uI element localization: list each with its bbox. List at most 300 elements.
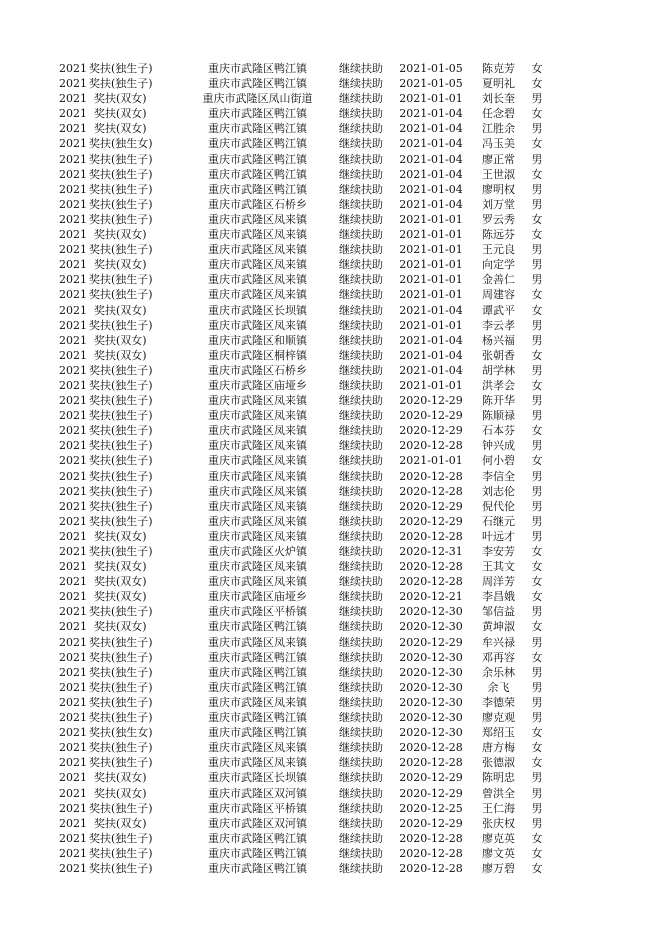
- cell-address: 重庆市武隆区凤来镇: [208, 635, 307, 649]
- cell-year: 2021: [59, 333, 87, 347]
- cell-assistance-type: 继续扶助: [339, 92, 383, 106]
- row-margin: [0, 469, 58, 484]
- cell-date: 2020-12-28: [399, 846, 463, 860]
- cell-year: 2021: [59, 348, 87, 362]
- cell-gender: 男: [531, 499, 543, 513]
- cell-address: 重庆市武隆区鸭江镇: [208, 182, 307, 196]
- cell-gender: 女: [531, 560, 543, 574]
- cell-category: 奖扶(双女): [94, 258, 147, 272]
- cell-assistance-type: 继续扶助: [339, 529, 383, 543]
- row-margin: [0, 619, 58, 634]
- cell-gender: 男: [531, 182, 543, 196]
- cell-gender: 男: [531, 92, 543, 106]
- cell-address: 重庆市武隆区鸭江镇: [208, 650, 307, 664]
- cell-name: 黄坤淑: [482, 620, 515, 634]
- cell-category: 奖扶(独生子): [89, 846, 153, 860]
- cell-address: 重庆市武隆区凤来镇: [208, 439, 307, 453]
- row-margin: [0, 257, 58, 272]
- row-margin: [0, 665, 58, 680]
- cell-name: 陈远芬: [482, 228, 515, 242]
- cell-gender: 男: [531, 711, 543, 725]
- cell-date: 2020-12-29: [399, 771, 463, 785]
- cell-name: 廖克英: [482, 831, 515, 845]
- cell-address: 重庆市武隆区鸭江镇: [208, 846, 307, 860]
- cell-name: 牟兴禄: [482, 635, 515, 649]
- row-margin: [0, 378, 58, 393]
- cell-gender: 男: [531, 801, 543, 815]
- cell-date: 2020-12-30: [399, 665, 463, 679]
- cell-category: 奖扶(双女): [94, 575, 147, 589]
- table-row: [0, 348, 547, 363]
- table-row: [0, 861, 547, 876]
- cell-assistance-type: 继续扶助: [339, 695, 383, 709]
- cell-address: 重庆市武隆区凤来镇: [208, 258, 307, 272]
- cell-year: 2021: [59, 605, 87, 619]
- table-row: [0, 801, 547, 816]
- cell-year: 2021: [59, 695, 87, 709]
- row-margin: [0, 212, 58, 227]
- cell-year: 2021: [59, 77, 87, 91]
- cell-year: 2021: [59, 741, 87, 755]
- cell-year: 2021: [59, 786, 87, 800]
- cell-gender: 男: [531, 786, 543, 800]
- cell-name: 陈克芳: [482, 62, 515, 75]
- cell-address: 重庆市武隆区凤来镇: [208, 756, 307, 770]
- row-margin: [0, 770, 58, 785]
- cell-address: 重庆市武隆区凤来镇: [208, 529, 307, 543]
- cell-date: 2021-01-01: [399, 228, 463, 242]
- record-table: [0, 61, 547, 876]
- cell-gender: 女: [531, 107, 543, 121]
- cell-category: 奖扶(独生子): [89, 650, 153, 664]
- cell-category: 奖扶(独生子): [89, 182, 153, 196]
- cell-date: 2020-12-28: [399, 560, 463, 574]
- cell-year: 2021: [59, 454, 87, 468]
- cell-assistance-type: 继续扶助: [339, 303, 383, 317]
- cell-date: 2021-01-01: [399, 92, 463, 106]
- cell-gender: 女: [531, 62, 543, 75]
- cell-year: 2021: [59, 771, 87, 785]
- table-row: [0, 318, 547, 333]
- cell-name: 钟兴成: [482, 439, 515, 453]
- table-row: [0, 831, 547, 846]
- cell-name: 余乐林: [482, 665, 515, 679]
- cell-date: 2021-01-04: [399, 107, 463, 121]
- cell-gender: 男: [531, 605, 543, 619]
- cell-date: 2020-12-28: [399, 756, 463, 770]
- cell-gender: 男: [531, 514, 543, 528]
- table-row: [0, 121, 547, 136]
- cell-assistance-type: 继续扶助: [339, 635, 383, 649]
- cell-category: 奖扶(独生子): [89, 831, 153, 845]
- cell-category: 奖扶(独生子): [89, 152, 153, 166]
- cell-year: 2021: [59, 378, 87, 392]
- cell-address: 重庆市武隆区凤来镇: [208, 228, 307, 242]
- cell-name: 叶远才: [482, 529, 515, 543]
- cell-year: 2021: [59, 484, 87, 498]
- cell-name: 廖正常: [482, 152, 515, 166]
- cell-name: 冯玉美: [482, 137, 515, 151]
- table-row: [0, 469, 547, 484]
- cell-year: 2021: [59, 801, 87, 815]
- cell-category: 奖扶(独生子): [89, 318, 153, 332]
- cell-address: 重庆市武隆区鸭江镇: [208, 680, 307, 694]
- cell-name: 谭武平: [482, 303, 515, 317]
- cell-category: 奖扶(双女): [94, 816, 147, 830]
- cell-year: 2021: [59, 424, 87, 438]
- cell-address: 重庆市武隆区凤来镇: [208, 212, 307, 226]
- cell-date: 2020-12-30: [399, 711, 463, 725]
- cell-assistance-type: 继续扶助: [339, 741, 383, 755]
- cell-date: 2021-01-01: [399, 258, 463, 272]
- cell-assistance-type: 继续扶助: [339, 650, 383, 664]
- row-margin: [0, 438, 58, 453]
- cell-category: 奖扶(独生子): [89, 695, 153, 709]
- table-row: [0, 287, 547, 302]
- cell-gender: 女: [531, 77, 543, 91]
- cell-name: 邓再容: [482, 650, 515, 664]
- cell-name: 何小碧: [482, 454, 515, 468]
- cell-date: 2020-12-30: [399, 680, 463, 694]
- cell-year: 2021: [59, 228, 87, 242]
- row-margin: [0, 121, 58, 136]
- cell-gender: 男: [531, 771, 543, 785]
- table-row: [0, 453, 547, 468]
- cell-date: 2020-12-28: [399, 529, 463, 543]
- cell-date: 2020-12-28: [399, 831, 463, 845]
- table-row: [0, 182, 547, 197]
- cell-gender: 男: [531, 665, 543, 679]
- table-row: [0, 529, 547, 544]
- cell-year: 2021: [59, 831, 87, 845]
- table-row: [0, 61, 547, 76]
- cell-name: 胡学林: [482, 363, 515, 377]
- row-margin: [0, 574, 58, 589]
- row-margin: [0, 333, 58, 348]
- cell-assistance-type: 继续扶助: [339, 831, 383, 845]
- cell-name: 李昌娥: [482, 590, 515, 604]
- row-margin: [0, 363, 58, 378]
- cell-gender: 女: [531, 348, 543, 362]
- cell-gender: 男: [531, 409, 543, 423]
- cell-gender: 女: [531, 650, 543, 664]
- table-row: [0, 272, 547, 287]
- cell-assistance-type: 继续扶助: [339, 786, 383, 800]
- cell-name: 陈顺禄: [482, 409, 515, 423]
- cell-date: 2021-01-01: [399, 212, 463, 226]
- cell-category: 奖扶(独生子): [89, 167, 153, 181]
- row-margin: [0, 106, 58, 121]
- cell-address: 重庆市武隆区凤来镇: [208, 469, 307, 483]
- cell-category: 奖扶(双女): [94, 529, 147, 543]
- cell-address: 重庆市武隆区双河镇: [208, 816, 307, 830]
- row-margin: [0, 529, 58, 544]
- cell-assistance-type: 继续扶助: [339, 680, 383, 694]
- cell-address: 重庆市武隆区鸭江镇: [208, 77, 307, 91]
- cell-category: 奖扶(独生子): [89, 439, 153, 453]
- table-row: [0, 770, 547, 785]
- row-margin: [0, 604, 58, 619]
- cell-year: 2021: [59, 650, 87, 664]
- cell-gender: 女: [531, 741, 543, 755]
- cell-assistance-type: 继续扶助: [339, 318, 383, 332]
- cell-address: 重庆市武隆区平桥镇: [208, 605, 307, 619]
- cell-year: 2021: [59, 665, 87, 679]
- cell-name: 江胜余: [482, 122, 515, 136]
- cell-gender: 男: [531, 394, 543, 408]
- cell-category: 奖扶(双女): [94, 590, 147, 604]
- table-row: [0, 363, 547, 378]
- cell-name: 余飞: [487, 680, 510, 694]
- table-row: [0, 786, 547, 801]
- table-row: [0, 484, 547, 499]
- cell-year: 2021: [59, 273, 87, 287]
- cell-assistance-type: 继续扶助: [339, 665, 383, 679]
- table-row: [0, 408, 547, 423]
- cell-address: 重庆市武隆区凤山街道: [202, 92, 313, 106]
- cell-assistance-type: 继续扶助: [339, 816, 383, 830]
- table-row: [0, 695, 547, 710]
- cell-gender: 女: [531, 861, 543, 875]
- cell-year: 2021: [59, 212, 87, 226]
- table-row: [0, 846, 547, 861]
- cell-gender: 男: [531, 484, 543, 498]
- cell-assistance-type: 继续扶助: [339, 288, 383, 302]
- cell-name: 石继元: [482, 514, 515, 528]
- cell-assistance-type: 继续扶助: [339, 424, 383, 438]
- cell-name: 廖万碧: [482, 861, 515, 875]
- row-margin: [0, 453, 58, 468]
- cell-address: 重庆市武隆区鸭江镇: [208, 122, 307, 136]
- row-margin: [0, 816, 58, 831]
- cell-category: 奖扶(独生子): [89, 454, 153, 468]
- cell-date: 2021-01-01: [399, 454, 463, 468]
- cell-date: 2020-12-30: [399, 650, 463, 664]
- cell-date: 2021-01-01: [399, 318, 463, 332]
- cell-address: 重庆市武隆区鸭江镇: [208, 107, 307, 121]
- cell-name: 曾洪全: [482, 786, 515, 800]
- cell-address: 重庆市武隆区鸭江镇: [208, 167, 307, 181]
- cell-address: 重庆市武隆区凤来镇: [208, 484, 307, 498]
- cell-category: 奖扶(双女): [94, 122, 147, 136]
- cell-date: 2020-12-30: [399, 620, 463, 634]
- cell-assistance-type: 继续扶助: [339, 182, 383, 196]
- cell-year: 2021: [59, 318, 87, 332]
- row-margin: [0, 182, 58, 197]
- row-margin: [0, 393, 58, 408]
- cell-name: 倪代伦: [482, 499, 515, 513]
- cell-date: 2021-01-04: [399, 303, 463, 317]
- row-margin: [0, 242, 58, 257]
- cell-address: 重庆市武隆区凤来镇: [208, 454, 307, 468]
- cell-category: 奖扶(独生女): [89, 137, 153, 151]
- cell-date: 2021-01-05: [399, 77, 463, 91]
- cell-category: 奖扶(独生子): [89, 394, 153, 408]
- cell-date: 2020-12-28: [399, 575, 463, 589]
- table-row: [0, 91, 547, 106]
- cell-name: 廖文英: [482, 846, 515, 860]
- cell-date: 2020-12-29: [399, 514, 463, 528]
- cell-gender: 男: [531, 152, 543, 166]
- cell-date: 2020-12-29: [399, 409, 463, 423]
- cell-year: 2021: [59, 635, 87, 649]
- row-margin: [0, 635, 58, 650]
- row-margin: [0, 755, 58, 770]
- cell-assistance-type: 继续扶助: [339, 212, 383, 226]
- cell-assistance-type: 继续扶助: [339, 514, 383, 528]
- cell-address: 重庆市武隆区凤来镇: [208, 409, 307, 423]
- cell-address: 重庆市武隆区鸭江镇: [208, 665, 307, 679]
- cell-category: 奖扶(独生子): [89, 741, 153, 755]
- cell-gender: 女: [531, 620, 543, 634]
- cell-year: 2021: [59, 167, 87, 181]
- cell-category: 奖扶(独生子): [89, 665, 153, 679]
- cell-year: 2021: [59, 243, 87, 257]
- cell-date: 2020-12-29: [399, 635, 463, 649]
- cell-gender: 女: [531, 454, 543, 468]
- cell-category: 奖扶(双女): [94, 228, 147, 242]
- cell-year: 2021: [59, 62, 87, 75]
- cell-name: 任念碧: [482, 107, 515, 121]
- cell-gender: 女: [531, 590, 543, 604]
- row-margin: [0, 831, 58, 846]
- cell-category: 奖扶(独生子): [89, 605, 153, 619]
- cell-assistance-type: 继续扶助: [339, 107, 383, 121]
- cell-date: 2020-12-29: [399, 424, 463, 438]
- cell-date: 2020-12-28: [399, 484, 463, 498]
- cell-assistance-type: 继续扶助: [339, 378, 383, 392]
- cell-year: 2021: [59, 726, 87, 740]
- spreadsheet-page: [0, 61, 662, 876]
- cell-name: 李云孝: [482, 318, 515, 332]
- cell-gender: 男: [531, 469, 543, 483]
- cell-gender: 女: [531, 545, 543, 558]
- cell-address: 重庆市武隆区鸭江镇: [208, 861, 307, 875]
- cell-category: 奖扶(独生子): [89, 288, 153, 302]
- row-margin: [0, 136, 58, 151]
- cell-category: 奖扶(独生子): [89, 484, 153, 498]
- cell-year: 2021: [59, 756, 87, 770]
- cell-year: 2021: [59, 575, 87, 589]
- cell-name: 王元良: [482, 243, 515, 257]
- cell-category: 奖扶(独生子): [89, 756, 153, 770]
- cell-gender: 女: [531, 726, 543, 740]
- cell-address: 重庆市武隆区凤来镇: [208, 499, 307, 513]
- cell-assistance-type: 继续扶助: [339, 197, 383, 211]
- row-margin: [0, 61, 58, 76]
- row-margin: [0, 152, 58, 167]
- cell-category: 奖扶(双女): [94, 786, 147, 800]
- row-margin: [0, 423, 58, 438]
- cell-category: 奖扶(独生子): [89, 243, 153, 257]
- cell-year: 2021: [59, 107, 87, 121]
- cell-date: 2020-12-28: [399, 741, 463, 755]
- cell-address: 重庆市武隆区凤来镇: [208, 741, 307, 755]
- cell-assistance-type: 继续扶助: [339, 545, 383, 558]
- cell-year: 2021: [59, 499, 87, 513]
- cell-assistance-type: 继续扶助: [339, 801, 383, 815]
- cell-assistance-type: 继续扶助: [339, 560, 383, 574]
- table-row: [0, 544, 547, 559]
- cell-date: 2021-01-04: [399, 182, 463, 196]
- cell-name: 刘万堂: [482, 197, 515, 211]
- cell-name: 王仁海: [482, 801, 515, 815]
- cell-gender: 女: [531, 756, 543, 770]
- table-row: [0, 106, 547, 121]
- row-margin: [0, 272, 58, 287]
- row-margin: [0, 725, 58, 740]
- cell-assistance-type: 继续扶助: [339, 620, 383, 634]
- cell-address: 重庆市武隆区双河镇: [208, 786, 307, 800]
- cell-date: 2020-12-29: [399, 786, 463, 800]
- table-row: [0, 574, 547, 589]
- table-row: [0, 423, 547, 438]
- cell-gender: 男: [531, 529, 543, 543]
- cell-year: 2021: [59, 152, 87, 166]
- cell-assistance-type: 继续扶助: [339, 439, 383, 453]
- cell-assistance-type: 继续扶助: [339, 605, 383, 619]
- cell-date: 2021-01-04: [399, 197, 463, 211]
- cell-gender: 男: [531, 197, 543, 211]
- cell-date: 2021-01-04: [399, 348, 463, 362]
- cell-category: 奖扶(双女): [94, 771, 147, 785]
- cell-year: 2021: [59, 303, 87, 317]
- cell-year: 2021: [59, 711, 87, 725]
- table-row: [0, 665, 547, 680]
- table-row: [0, 438, 547, 453]
- table-row: [0, 619, 547, 634]
- cell-assistance-type: 继续扶助: [339, 409, 383, 423]
- cell-address: 重庆市武隆区鸭江镇: [208, 152, 307, 166]
- cell-assistance-type: 继续扶助: [339, 258, 383, 272]
- cell-date: 2021-01-04: [399, 167, 463, 181]
- cell-date: 2021-01-04: [399, 122, 463, 136]
- row-margin: [0, 91, 58, 106]
- row-margin: [0, 484, 58, 499]
- cell-assistance-type: 继续扶助: [339, 122, 383, 136]
- cell-year: 2021: [59, 469, 87, 483]
- cell-gender: 男: [531, 695, 543, 709]
- cell-address: 重庆市武隆区庙垭乡: [208, 378, 307, 392]
- row-margin: [0, 589, 58, 604]
- cell-year: 2021: [59, 182, 87, 196]
- cell-category: 奖扶(独生女): [89, 726, 153, 740]
- cell-year: 2021: [59, 258, 87, 272]
- cell-category: 奖扶(独生子): [89, 197, 153, 211]
- cell-category: 奖扶(独生子): [89, 635, 153, 649]
- cell-category: 奖扶(双女): [94, 303, 147, 317]
- cell-address: 重庆市武隆区长坝镇: [208, 303, 307, 317]
- cell-year: 2021: [59, 439, 87, 453]
- cell-assistance-type: 继续扶助: [339, 484, 383, 498]
- cell-gender: 男: [531, 816, 543, 830]
- cell-assistance-type: 继续扶助: [339, 454, 383, 468]
- table-row: [0, 680, 547, 695]
- cell-assistance-type: 继续扶助: [339, 726, 383, 740]
- cell-name: 刘长奎: [482, 92, 515, 106]
- cell-address: 重庆市武隆区长坝镇: [208, 771, 307, 785]
- cell-assistance-type: 继续扶助: [339, 62, 383, 75]
- cell-date: 2020-12-25: [399, 801, 463, 815]
- cell-address: 重庆市武隆区凤来镇: [208, 575, 307, 589]
- cell-address: 重庆市武隆区桐梓镇: [208, 348, 307, 362]
- table-row: [0, 514, 547, 529]
- cell-category: 奖扶(独生子): [89, 409, 153, 423]
- cell-gender: 男: [531, 635, 543, 649]
- cell-date: 2021-01-01: [399, 288, 463, 302]
- cell-category: 奖扶(独生子): [89, 273, 153, 287]
- cell-year: 2021: [59, 816, 87, 830]
